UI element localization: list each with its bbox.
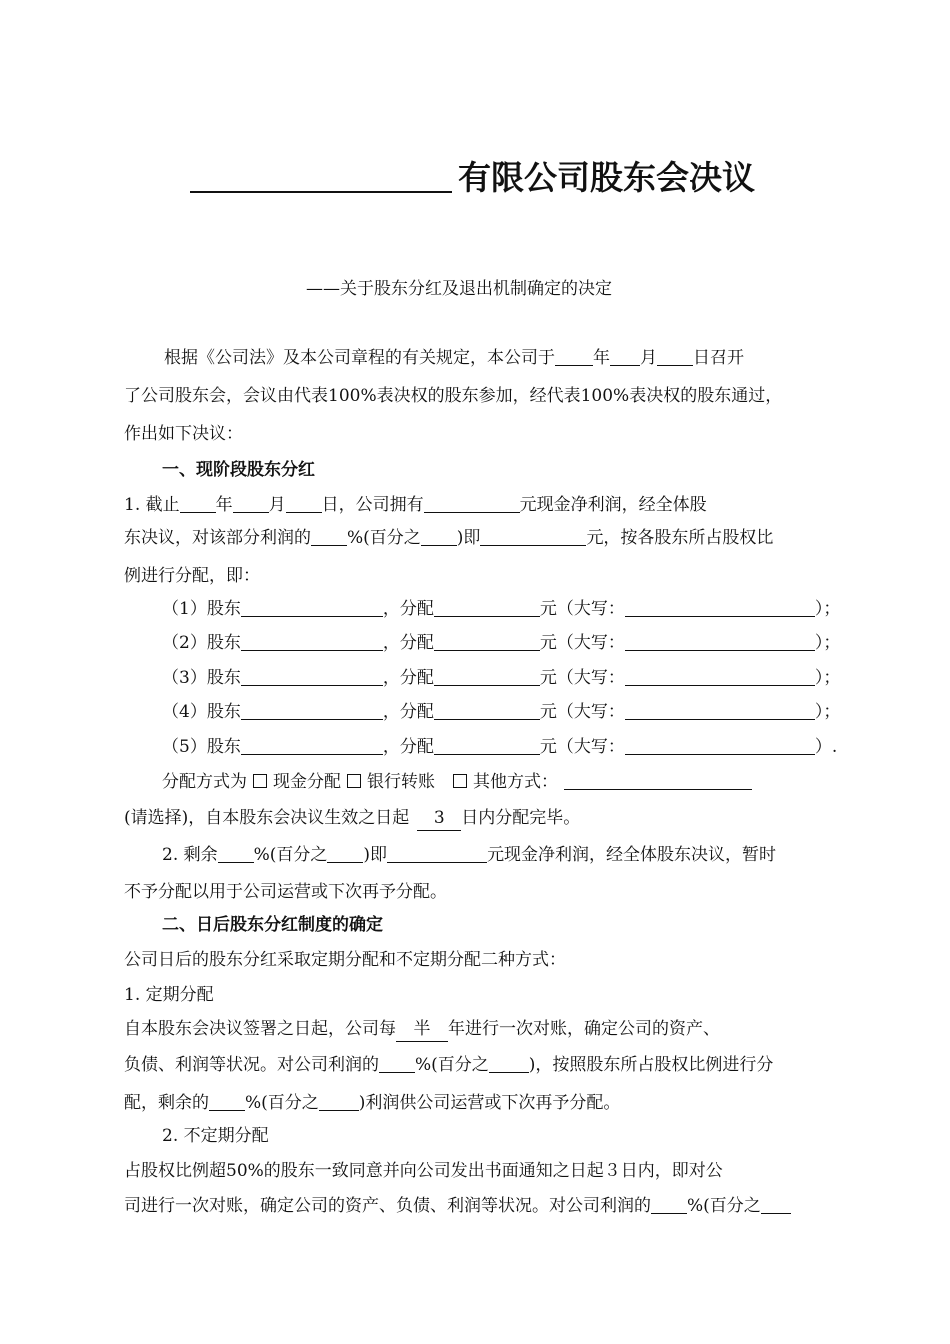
intro-line-3: 作出如下决议：	[124, 424, 243, 444]
company-name-blank[interactable]	[190, 157, 452, 193]
distribution-method-line: 分配方式为 现金分配 银行转账 其他方式：	[162, 770, 752, 794]
cutoff-day-blank[interactable]	[286, 494, 322, 513]
period-blank[interactable]: 半	[396, 1017, 448, 1042]
document-title	[190, 156, 790, 200]
shareholder-row-5: （5）股东 ，分配 元（大写： ）.	[162, 737, 838, 757]
shareholder-name-blank[interactable]	[241, 632, 383, 651]
shareholder-name-blank[interactable]	[241, 667, 383, 686]
shareholder-amount-blank[interactable]	[434, 667, 540, 686]
shareholder-amount-blank[interactable]	[434, 632, 540, 651]
retained-percent-blank[interactable]	[209, 1092, 245, 1111]
regular-line-3: 配，剩余的 %(百分之 )利润供公司运营或下次再予分配。	[124, 1093, 621, 1113]
title-text: 有限公司股东会决议	[458, 158, 755, 197]
regular-line-2: 负债、利润等状况。对公司利润的 %(百分之 )，按照股东所占股权比例进行分	[124, 1055, 774, 1075]
shareholder-amount-words-blank[interactable]	[625, 632, 815, 651]
shareholder-amount-words-blank[interactable]	[625, 667, 815, 686]
meeting-day-blank[interactable]	[657, 347, 693, 366]
net-profit-blank[interactable]	[424, 494, 520, 513]
shareholder-row-2: （2）股东 ，分配 元（大写： ）；	[162, 633, 841, 653]
irregular-line-1: 占股权比例超50%的股东一致同意并向公司发出书面通知之日起３日内，即对公	[124, 1161, 723, 1181]
regular-line-1: 自本股东会决议签署之日起，公司每 半 年进行一次对账，确定公司的资产、	[124, 1017, 720, 1042]
shareholder-row-4: （4）股东 ，分配 元（大写： ）；	[162, 702, 841, 722]
bank-transfer-checkbox[interactable]	[347, 774, 361, 788]
remaining-percent-blank[interactable]	[218, 844, 254, 863]
section-2-heading: 二、日后股东分红制度的确定	[162, 915, 383, 935]
regular-percent-blank[interactable]	[379, 1054, 415, 1073]
meeting-month-blank[interactable]	[610, 347, 640, 366]
section-1-heading: 一、现阶段股东分红	[162, 460, 315, 480]
shareholder-name-blank[interactable]	[241, 598, 383, 617]
shareholder-name-blank[interactable]	[241, 736, 383, 755]
shareholder-amount-words-blank[interactable]	[625, 598, 815, 617]
distribute-amount-blank[interactable]	[480, 527, 586, 546]
distribute-percent-words-blank[interactable]	[421, 527, 457, 546]
item-2-line-1: 2. 剩余 %(百分之 )即 元现金净利润，经全体股东决议，暂时	[162, 845, 777, 865]
other-method-checkbox[interactable]	[453, 774, 467, 788]
irregular-line-2: 司进行一次对账，确定公司的资产、负债、利润等状况。对公司利润的 %(百分之	[124, 1194, 791, 1218]
distribution-days-blank[interactable]: 3	[417, 806, 461, 831]
retained-percent-words-blank[interactable]	[319, 1092, 359, 1111]
shareholder-amount-blank[interactable]	[434, 598, 540, 617]
remaining-percent-words-blank[interactable]	[327, 844, 363, 863]
cutoff-year-blank[interactable]	[180, 494, 216, 513]
shareholder-amount-blank[interactable]	[434, 701, 540, 720]
item-2-line-2: 不予分配以用于公司运营或下次再予分配。	[124, 882, 447, 902]
irregular-percent-words-blank[interactable]	[761, 1195, 791, 1214]
shareholder-amount-words-blank[interactable]	[625, 701, 815, 720]
shareholder-row-1: （1）股东 ，分配 元（大写： ）；	[162, 599, 841, 619]
item-1-line-2: 东决议，对该部分利润的 %(百分之 )即 元，按各股东所占股权比	[124, 528, 774, 548]
item-1-line-3: 例进行分配，即：	[124, 566, 260, 586]
section-2-intro: 公司日后的股东分红采取定期分配和不定期分配二种方式：	[124, 950, 566, 970]
regular-distribution-heading: 1. 定期分配	[124, 985, 214, 1005]
intro-line-2: 了公司股东会，会议由代表100%表决权的股东参加，经代表100%表决权的股东通过，	[124, 386, 783, 406]
irregular-distribution-heading: 2. 不定期分配	[162, 1126, 269, 1146]
meeting-year-blank[interactable]	[555, 347, 593, 366]
distribution-deadline-line: (请选择)，自本股东会决议生效之日起 3 日内分配完毕。	[124, 806, 580, 831]
remaining-amount-blank[interactable]	[387, 844, 487, 863]
shareholder-name-blank[interactable]	[241, 701, 383, 720]
cash-checkbox[interactable]	[253, 774, 267, 788]
distribute-percent-blank[interactable]	[311, 527, 347, 546]
item-1-line-1: 1. 截止 年 月 日，公司拥有 元现金净利润，经全体股	[124, 495, 707, 515]
intro-line-1: 根据《公司法》及本公司章程的有关规定，本公司于 年 月 日召开	[164, 348, 744, 368]
other-method-blank[interactable]	[564, 771, 752, 790]
regular-percent-words-blank[interactable]	[489, 1054, 529, 1073]
cutoff-month-blank[interactable]	[233, 494, 269, 513]
shareholder-amount-blank[interactable]	[434, 736, 540, 755]
shareholder-amount-words-blank[interactable]	[625, 736, 815, 755]
irregular-percent-blank[interactable]	[651, 1195, 687, 1214]
subtitle: ——关于股东分红及退出机制确定的决定	[306, 279, 612, 299]
shareholder-row-3: （3）股东 ，分配 元（大写： ）；	[162, 668, 841, 688]
